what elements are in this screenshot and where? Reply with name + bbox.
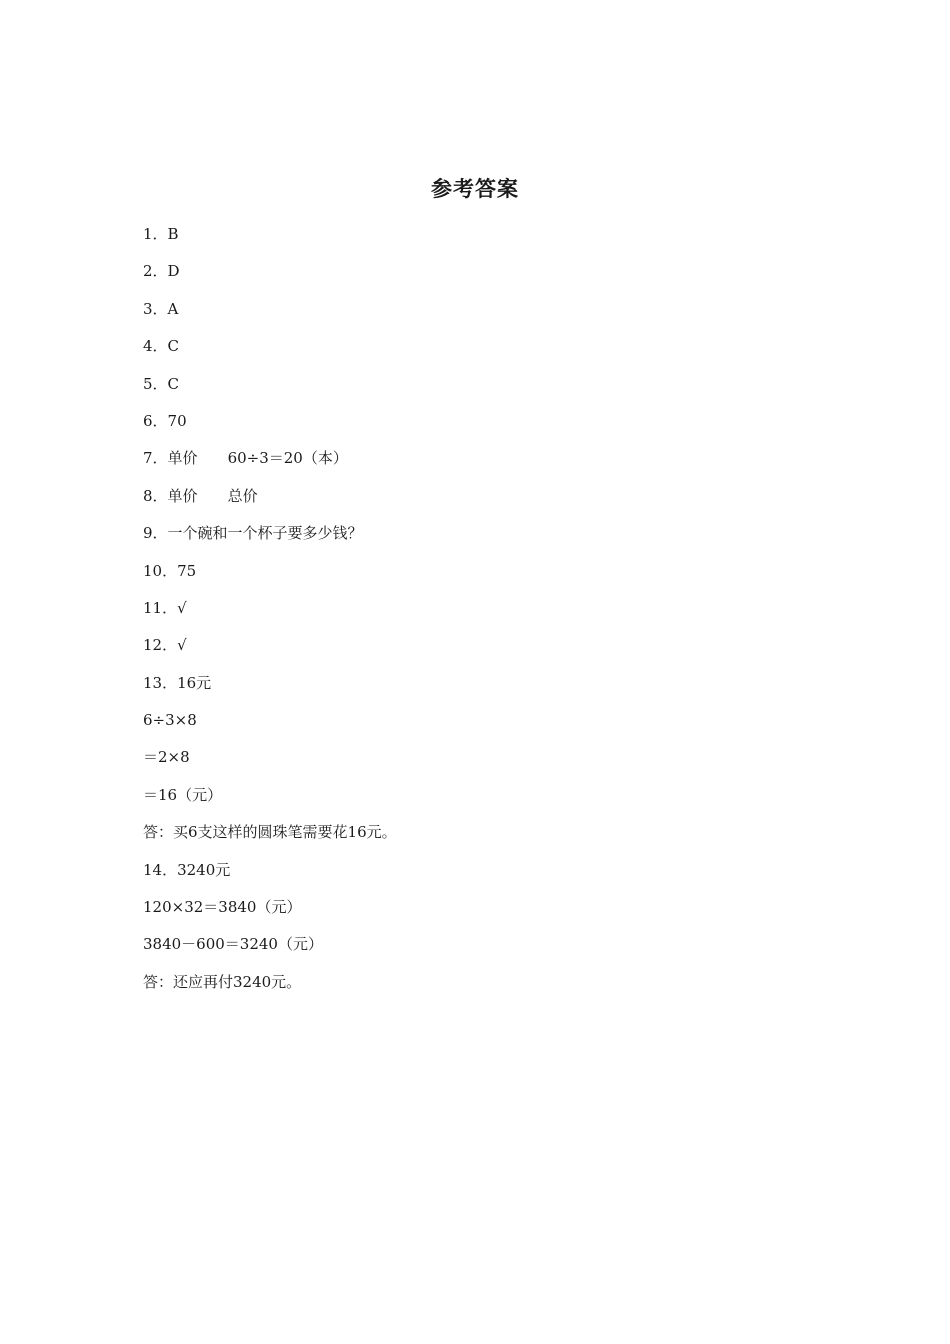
answer-text: 16元 (177, 673, 212, 692)
answer-text: 70 (167, 411, 187, 430)
answer-text: A (167, 299, 179, 318)
answer-number: 9． (143, 524, 168, 543)
answer-number: 3． (143, 299, 168, 318)
answer-text: 75 (177, 561, 197, 580)
answer-text: C (167, 337, 180, 356)
answer-text: D (167, 262, 180, 281)
answer-6 (143, 407, 823, 444)
answer-text: 3240元 (177, 860, 231, 879)
answer-9 (143, 519, 823, 556)
answer-text: 一个碗和一个杯子要多少钱？ (167, 524, 363, 543)
answer-number: 2． (143, 262, 168, 281)
answer-number: 7． (143, 449, 168, 468)
answer-number: 11． (143, 598, 178, 617)
answer-number: 1． (143, 225, 168, 243)
answer-statement: 答：还应再付3240元。 (143, 972, 302, 991)
answer-4 (143, 332, 823, 369)
answer-text: B (167, 225, 179, 243)
answer-text: √ (177, 598, 187, 617)
answer-14 (143, 856, 823, 893)
answer-number: 5． (143, 374, 168, 393)
answer-text: 单价 (167, 486, 198, 505)
answer-1 (143, 220, 823, 257)
answer-number: 6． (143, 411, 168, 430)
answer-13 (143, 669, 823, 706)
answer-number: 4． (143, 337, 168, 356)
answer-text: √ (177, 636, 187, 655)
answer-text: C (167, 374, 180, 393)
answer-statement: 答：买6支这样的圆珠笔需要花16元。 (143, 823, 397, 842)
answer-text-second: 总价 (227, 486, 258, 505)
work-line: 120×32＝3840（元） (143, 898, 302, 917)
work-line: 3840－600＝3240（元） (143, 935, 323, 954)
answer-list (143, 220, 823, 1005)
answer-10 (143, 557, 823, 594)
answer-11 (143, 594, 823, 631)
answer-text: 单价 (167, 449, 198, 468)
work-line: 6÷3×8 (143, 711, 197, 730)
answer-number: 12． (143, 636, 178, 655)
answer-2 (143, 257, 823, 294)
answer-text-second: 60÷3＝20（本） (227, 449, 348, 468)
work-line: ＝2×8 (143, 748, 190, 767)
page-title: 参考答案 (431, 177, 519, 201)
answer-7 (143, 444, 823, 481)
answer-3 (143, 295, 823, 332)
answer-number: 14． (143, 860, 178, 879)
answer-12 (143, 631, 823, 668)
answer-number: 8． (143, 486, 168, 505)
answer-number: 10． (143, 561, 178, 580)
work-line: ＝16（元） (143, 785, 223, 804)
answer-8 (143, 482, 823, 519)
answer-5 (143, 370, 823, 407)
answer-number: 13． (143, 673, 178, 692)
